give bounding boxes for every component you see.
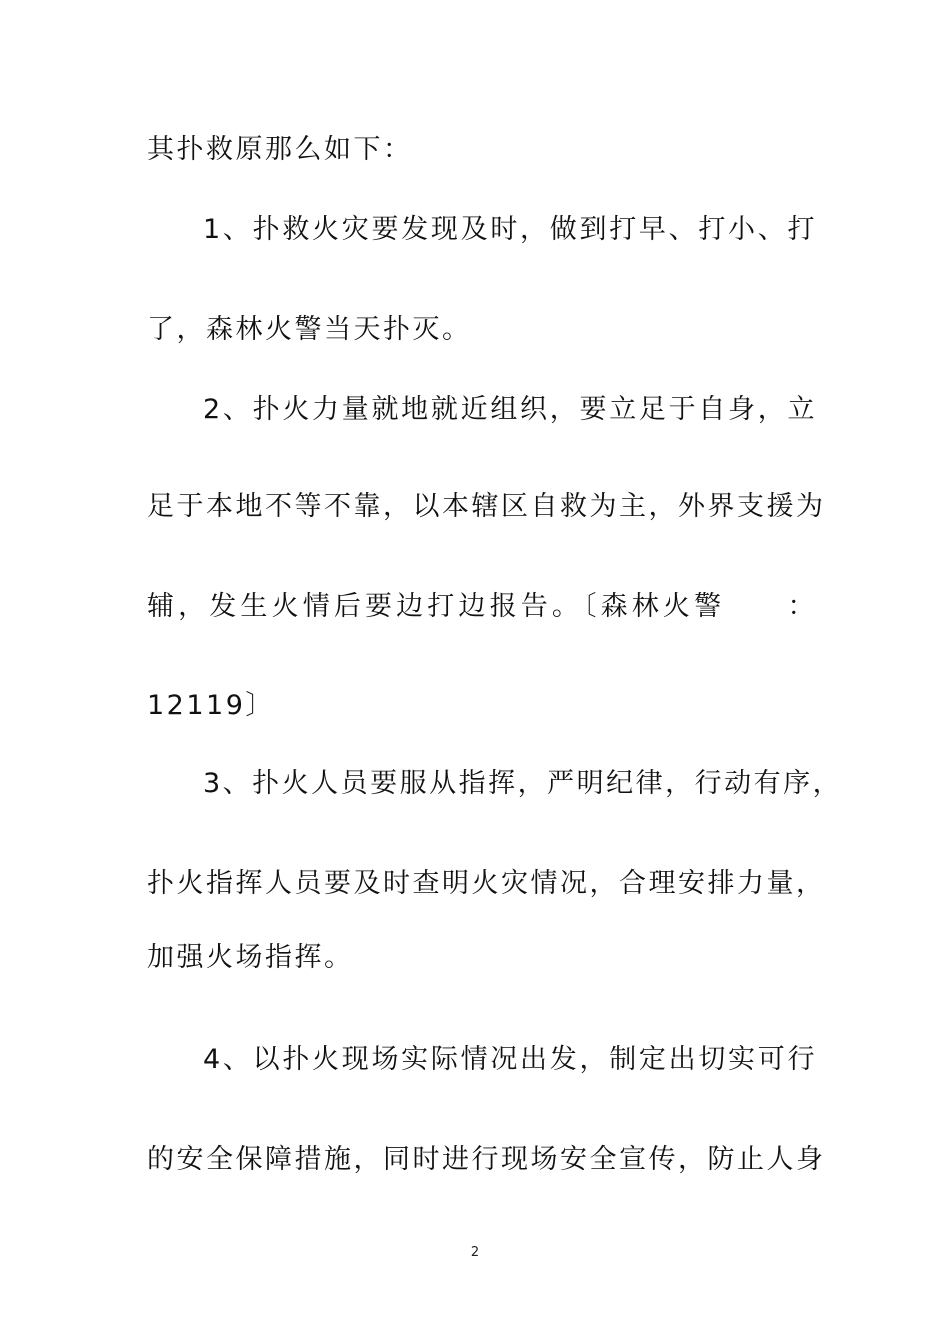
- paragraph-line: 加强火场指挥。: [147, 942, 354, 973]
- paragraph-line: 2、扑火力量就地就近组织，要立足于自身，立: [203, 394, 817, 425]
- paragraph-line: 足于本地不等不靠，以本辖区自救为主，外界支援为: [147, 491, 826, 522]
- paragraph-line: 其扑救原那么如下：: [147, 134, 413, 165]
- page-number: 2: [470, 1245, 480, 1260]
- paragraph-line: 辅，发生火情后要边打边报告。〔森林火警 ：: [147, 591, 817, 622]
- paragraph-line: 扑火指挥人员要及时查明火灾情况，合理安排力量，: [147, 868, 826, 899]
- paragraph-line: 3、扑火人员要服从指挥，严明纪律，行动有序，: [203, 768, 843, 799]
- paragraph-line: 1、扑救火灾要发现及时，做到打早、打小、打: [203, 214, 817, 245]
- paragraph-line: 了，森林火警当天扑灭。: [147, 314, 472, 345]
- paragraph-line: 4、以扑火现场实际情况出发，制定出切实可行: [203, 1044, 817, 1075]
- paragraph-line: 的安全保障措施，同时进行现场安全宣传，防止人身: [147, 1144, 826, 1175]
- paragraph-line: 12119〕: [147, 690, 275, 721]
